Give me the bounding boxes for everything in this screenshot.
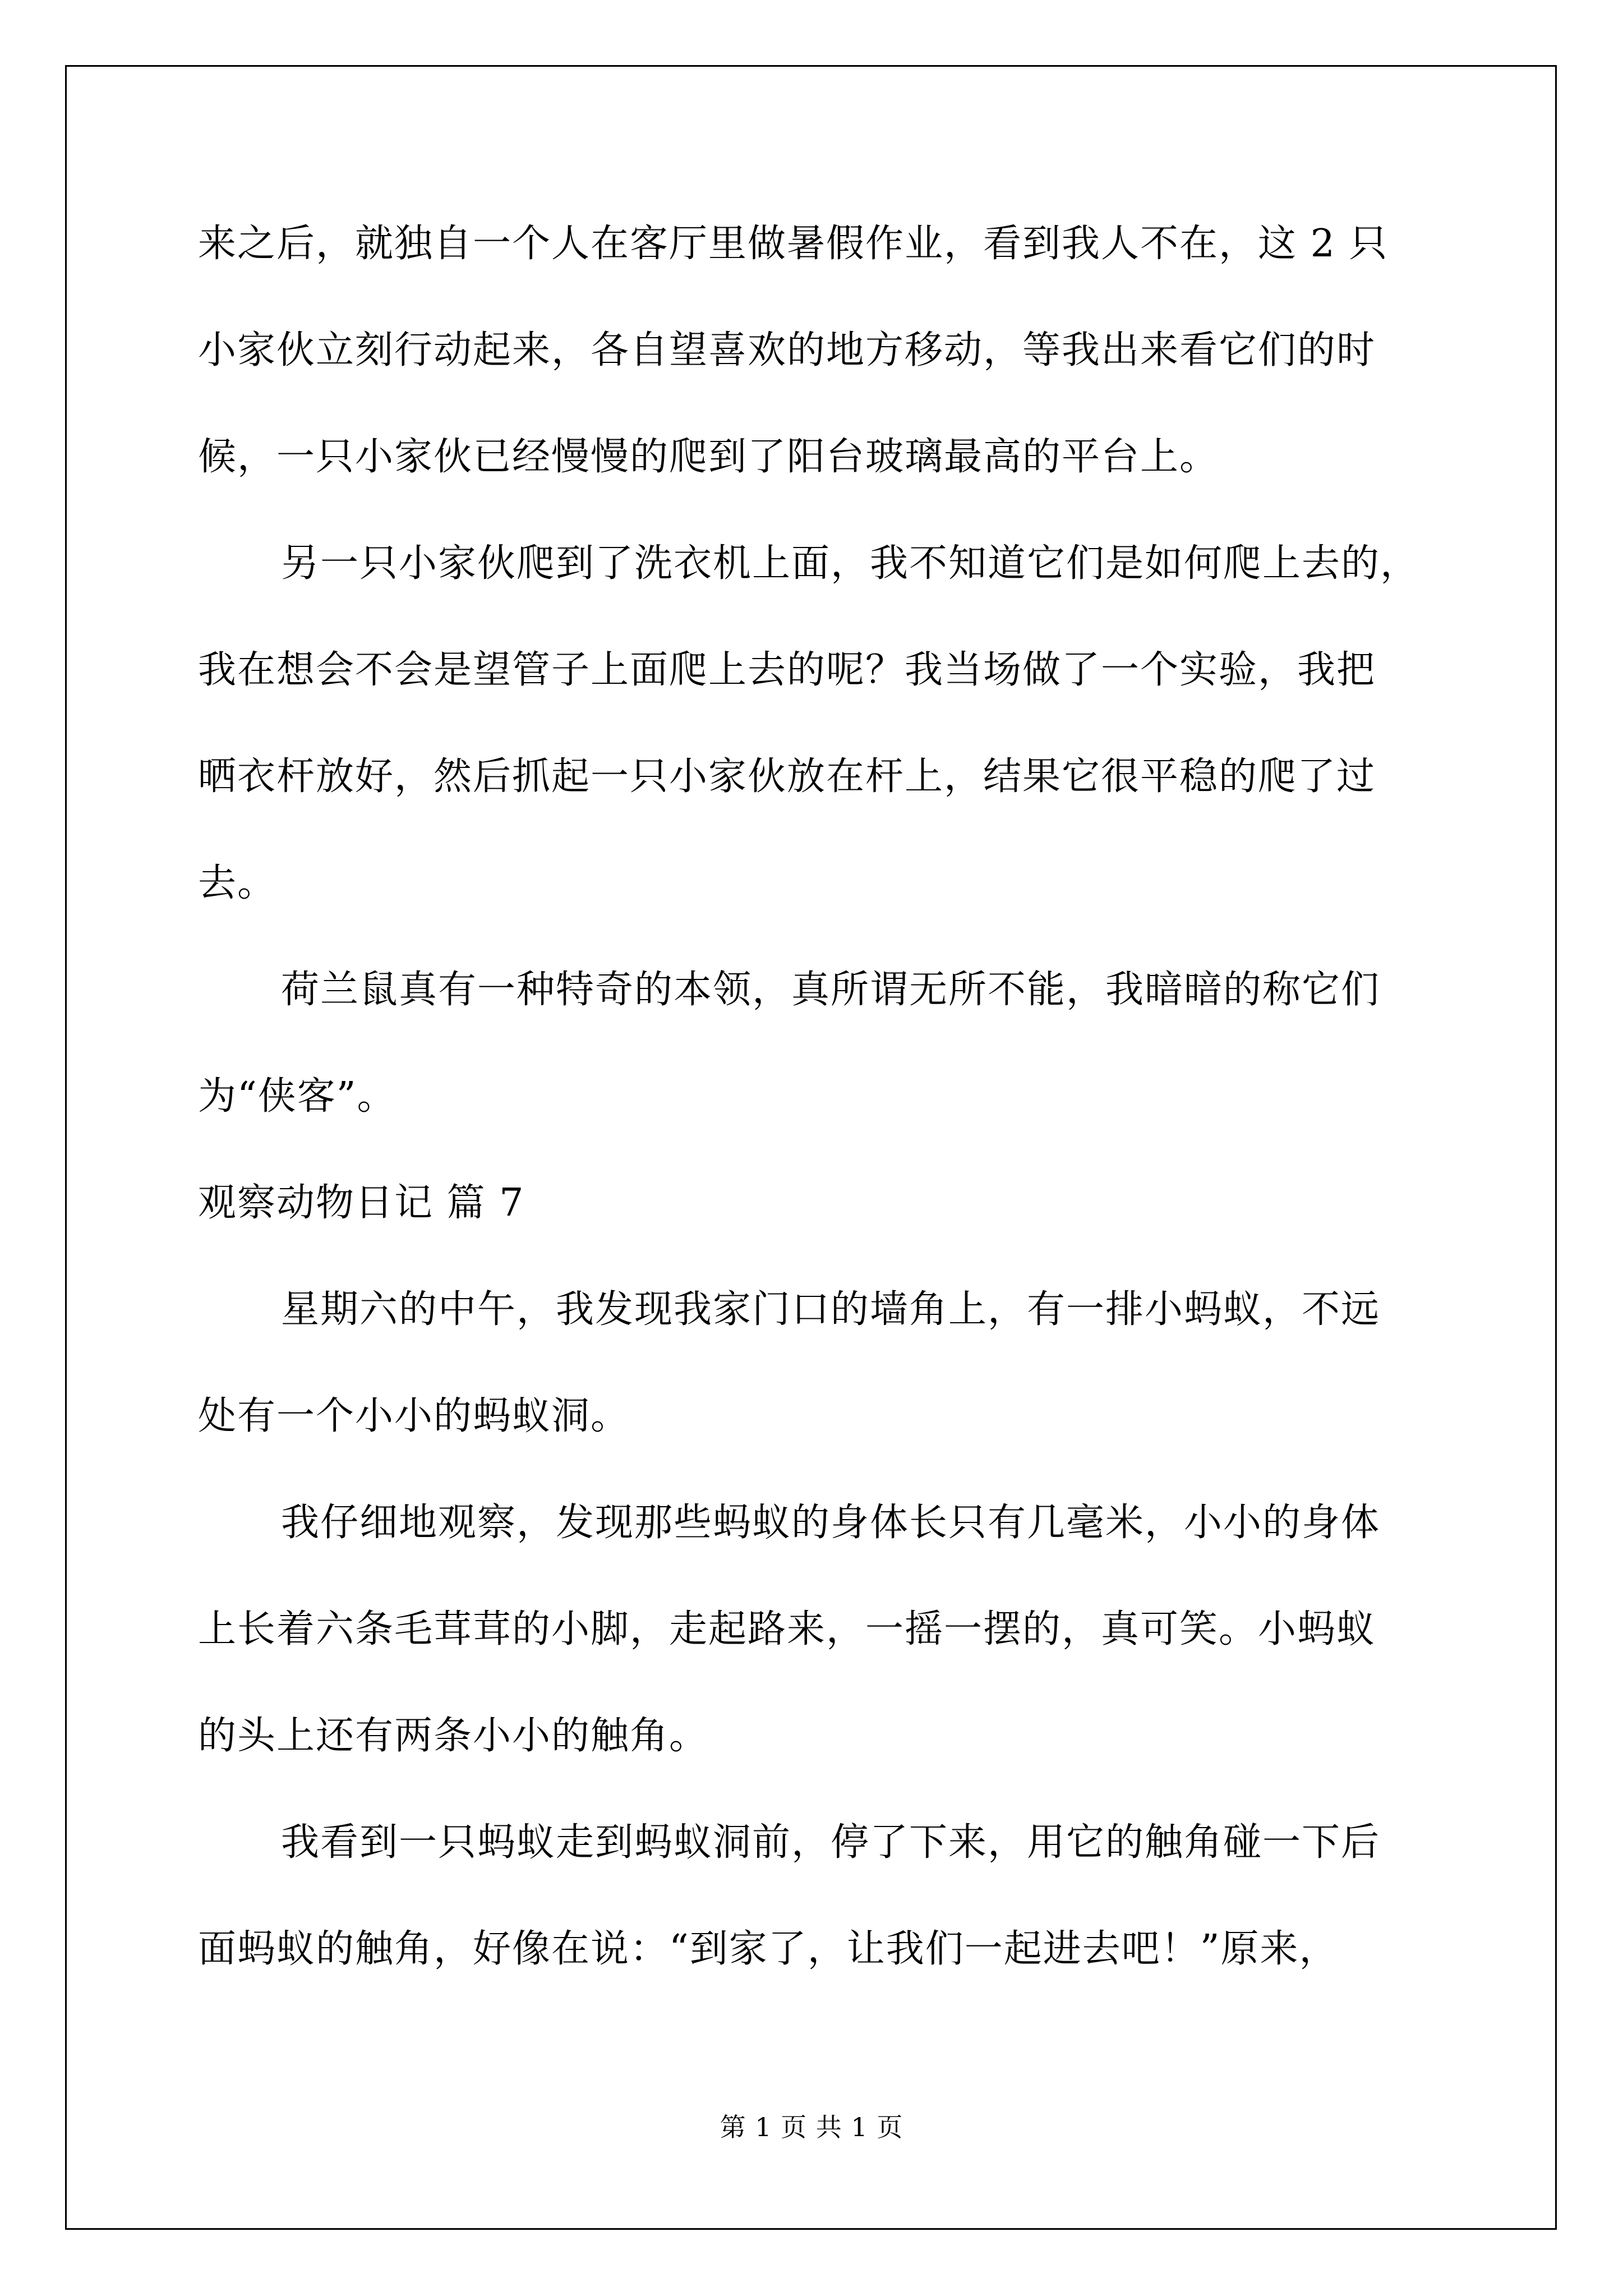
text-line-7: 去。 (198, 861, 277, 905)
text-line-11: 星期六的中午，我发现我家门口的墙角上，有一排小蚂蚁，不远 (281, 1287, 1381, 1332)
page-footer: 第 1 页 共 1 页 (720, 2112, 903, 2142)
text-line-16: 我看到一只蚂蚁走到蚂蚁洞前，停了下来，用它的触角碰一下后 (281, 1820, 1381, 1865)
text-line-17: 面蚂蚁的触角，好像在说：“到家了，让我们一起进去吧！”原来， (198, 1927, 1339, 1971)
document-body (198, 213, 1449, 2025)
text-line-1: 来之后，就独自一个人在客厅里做暑假作业，看到我人不在，这 2 只 (198, 222, 1389, 266)
text-line-6: 晒衣杆放好，然后抓起一只小家伙放在杆上，结果它很平稳的爬了过 (198, 754, 1376, 799)
section-heading: 观察动物日记 篇 7 (198, 1181, 525, 1225)
text-line-12: 处有一个小小的蚂蚁洞。 (198, 1394, 630, 1438)
text-line-5: 我在想会不会是望管子上面爬上去的呢？我当场做了一个实验，我把 (198, 648, 1376, 692)
text-line-4: 另一只小家伙爬到了洗衣机上面，我不知道它们是如何爬上去的， (281, 541, 1420, 586)
text-line-8: 荷兰鼠真有一种特奇的本领，真所谓无所不能，我暗暗的称它们 (281, 968, 1381, 1012)
text-line-15: 的头上还有两条小小的触角。 (198, 1714, 709, 1758)
text-line-14: 上长着六条毛茸茸的小脚，走起路来，一摇一摆的，真可笑。小蚂蚁 (198, 1607, 1376, 1651)
text-line-9: 为“侠客”。 (198, 1074, 396, 1119)
text-line-13: 我仔细地观察，发现那些蚂蚁的身体长只有几毫米，小小的身体 (281, 1501, 1381, 1545)
text-line-3: 候，一只小家伙已经慢慢的爬到了阳台玻璃最高的平台上。 (198, 435, 1219, 479)
text-line-2: 小家伙立刻行动起来，各自望喜欢的地方移动，等我出来看它们的时 (198, 328, 1376, 372)
